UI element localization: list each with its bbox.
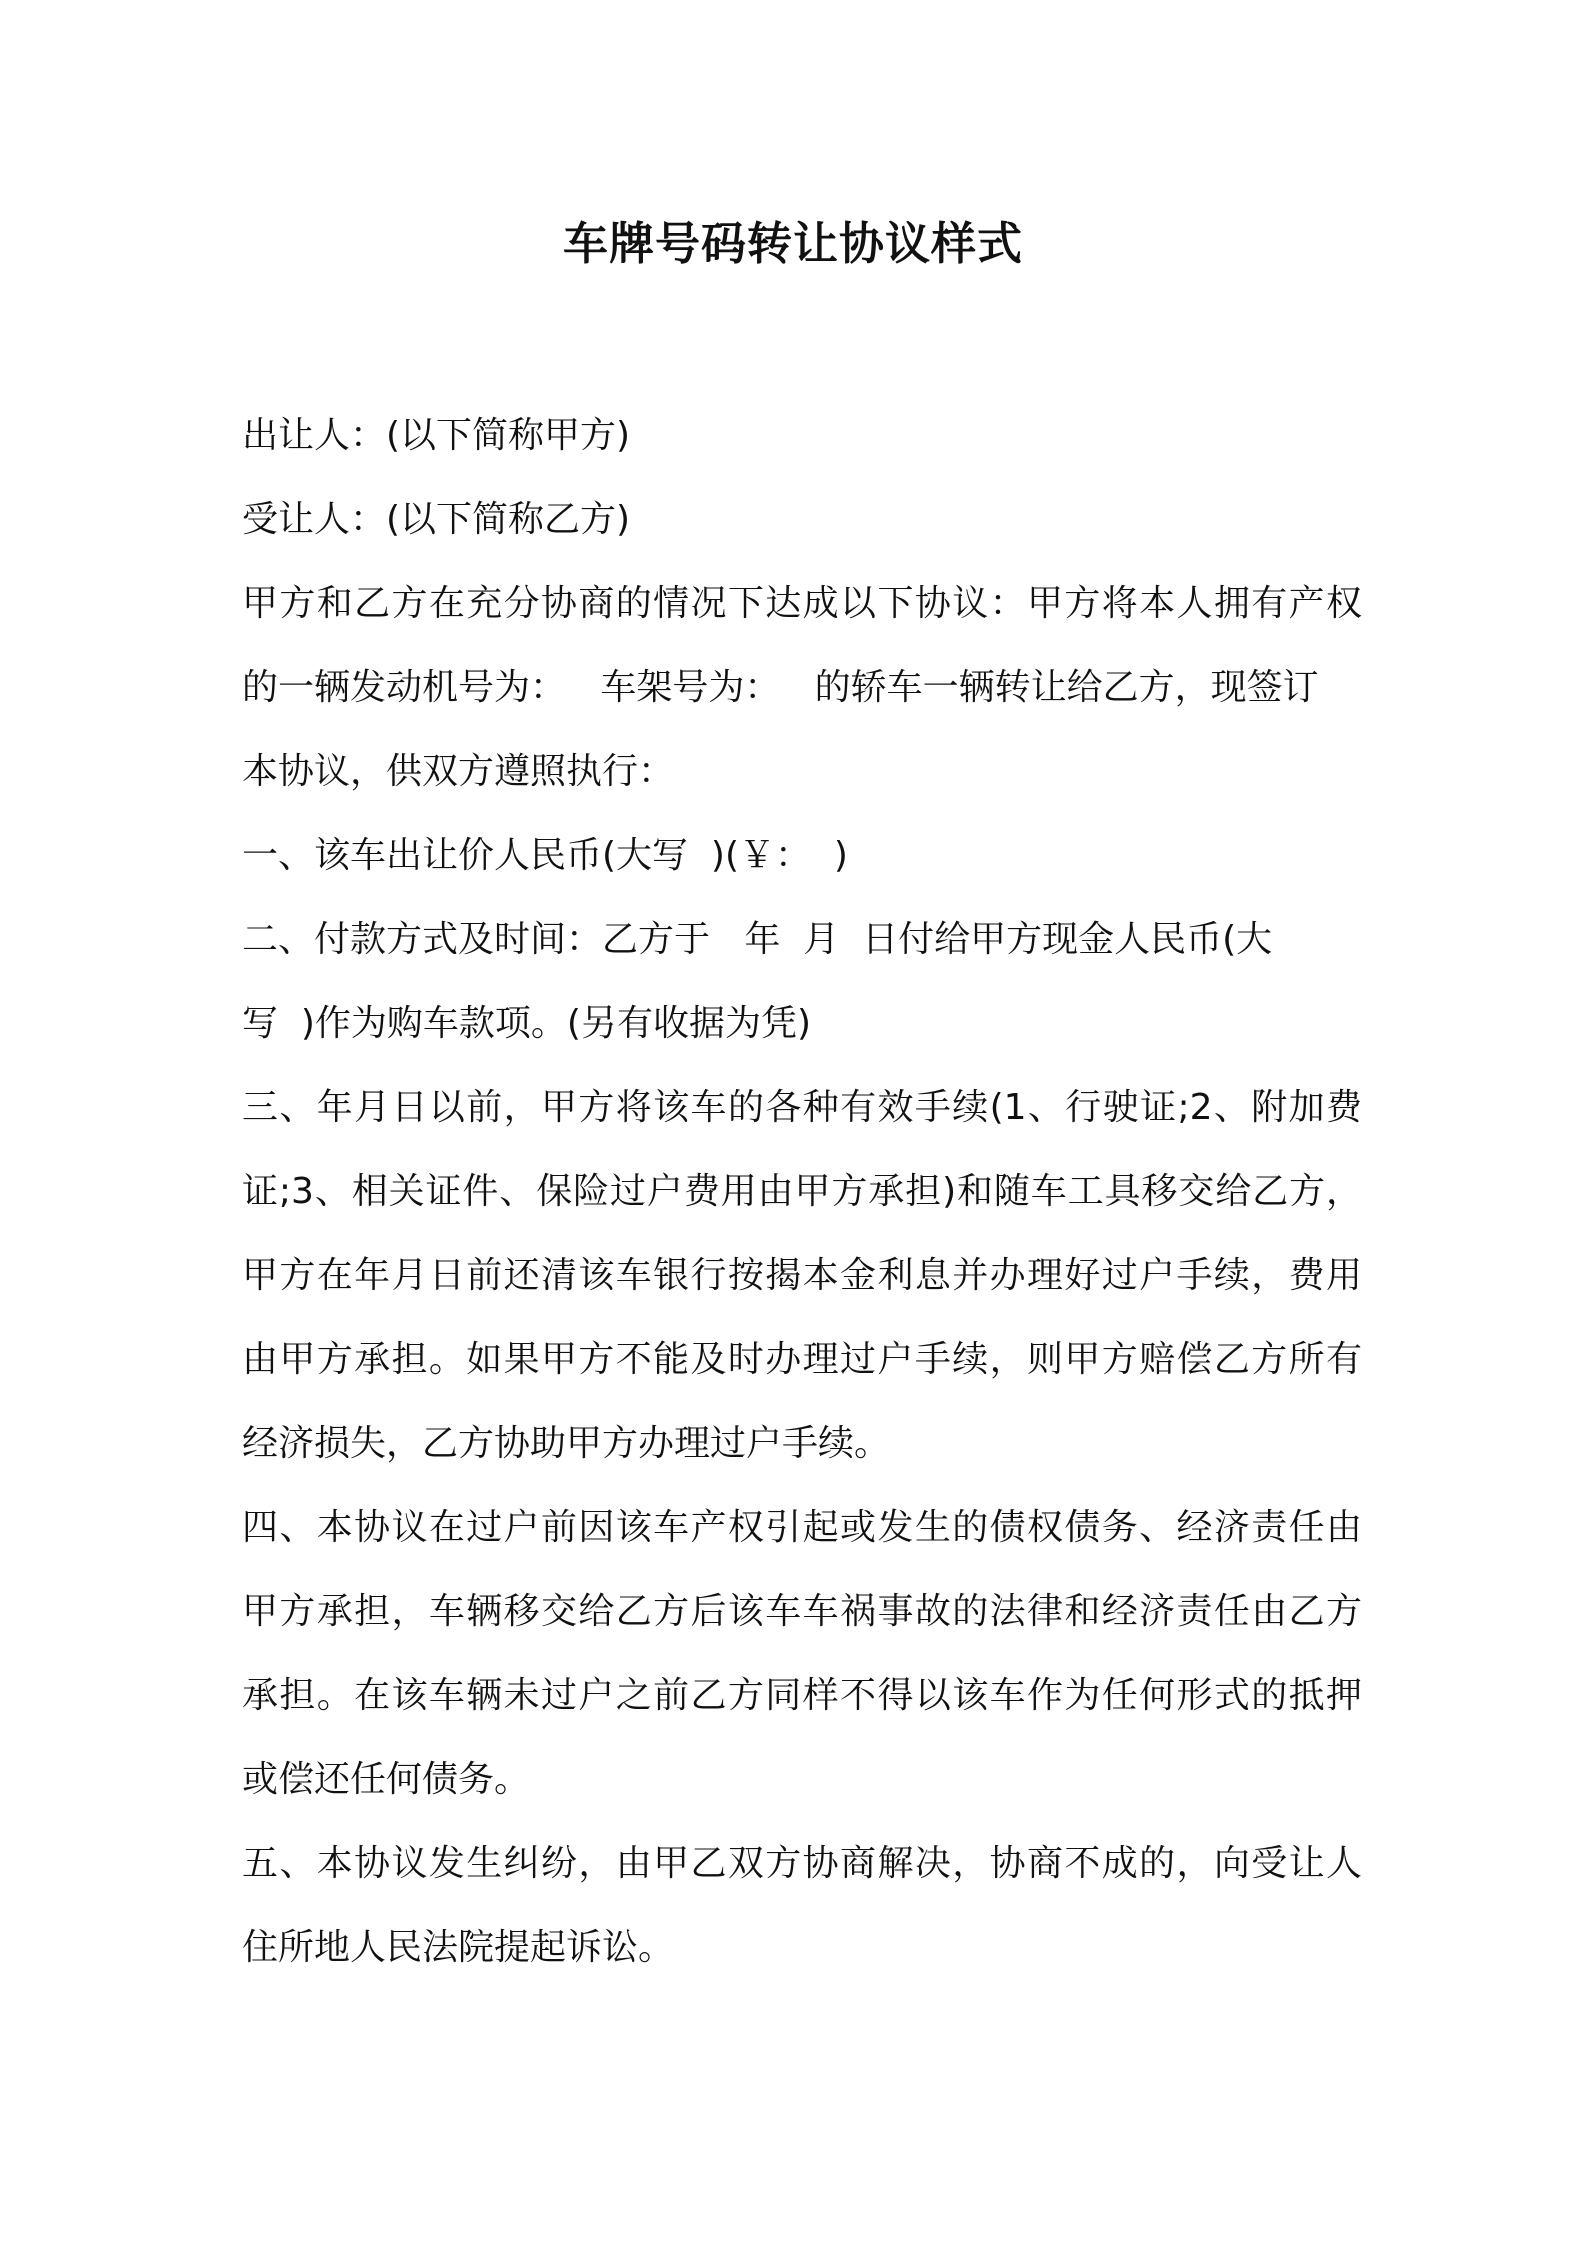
clause-4-line-4: 或偿还任何债务。 [242, 1759, 531, 1800]
clause-3-line-5: 经济损失，乙方协助甲方办理过户手续。 [242, 1423, 891, 1464]
clause-5-line-2: 住所地人民法院提起诉讼。 [242, 1927, 675, 1968]
intro-line-3: 本协议，供双方遵照执行： [242, 751, 675, 792]
clause-1-line-1: 一、该车出让价人民币(大写 )(￥： ) [242, 835, 848, 876]
buyer-line: 受让人：(以下简称乙方) [242, 499, 631, 540]
clause-3-line-2: 证;3、相关证件、保险过户费用由甲方承担)和随车工具移交给乙方， [242, 1171, 1362, 1212]
clause-2-line-1: 二、付款方式及时间：乙方于 年 月 日付给甲方现金人民币(大 [242, 919, 1273, 960]
clause-3-line-3: 甲方在年月日前还清该车银行按揭本金利息并办理好过户手续，费用 [242, 1255, 1362, 1296]
document-title: 车牌号码转让协议样式 [562, 217, 1023, 270]
clause-3-line-4: 由甲方承担。如果甲方不能及时办理过户手续，则甲方赔偿乙方所有 [242, 1339, 1362, 1380]
clause-3-line-1: 三、年月日以前，甲方将该车的各种有效手续(1、行驶证;2、附加费 [242, 1087, 1362, 1128]
clause-4-line-2: 甲方承担，车辆移交给乙方后该车车祸事故的法律和经济责任由乙方 [242, 1591, 1362, 1632]
clause-5-line-1: 五、本协议发生纠纷，由甲乙双方协商解决，协商不成的，向受让人 [242, 1843, 1362, 1884]
clause-2-line-2: 写 )作为购车款项。(另有收据为凭) [242, 1003, 812, 1044]
intro-line-2: 的一辆发动机号为： 车架号为： 的轿车一辆转让给乙方，现签订 [242, 667, 1319, 708]
clause-4-line-1: 四、本协议在过户前因该车产权引起或发生的债权债务、经济责任由 [242, 1507, 1362, 1548]
seller-line: 出让人：(以下简称甲方) [242, 415, 631, 456]
intro-line-1: 甲方和乙方在充分协商的情况下达成以下协议：甲方将本人拥有产权 [242, 583, 1362, 624]
clause-4-line-3: 承担。在该车辆未过户之前乙方同样不得以该车作为任何形式的抵押 [242, 1675, 1362, 1716]
